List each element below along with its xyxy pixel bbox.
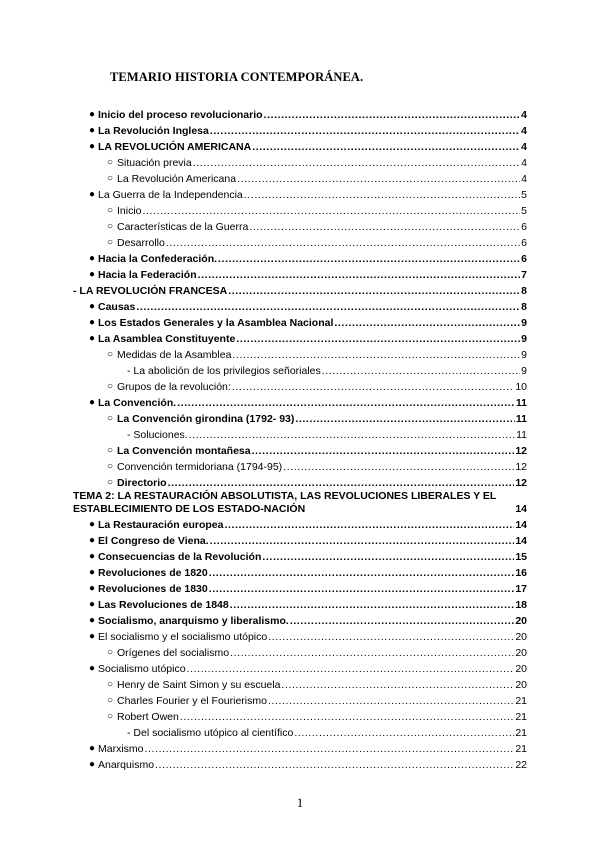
toc-entry-label: Convención termidoriana (1794-95) (117, 461, 283, 473)
dot-leader (334, 317, 520, 330)
toc-entry-page: 4 (521, 125, 527, 137)
toc-entry[interactable] (0, 612, 527, 628)
toc-entry-page: 8 (521, 301, 527, 313)
toc-entry-label: - Del socialismo utópico al científico (127, 727, 294, 739)
dot-leader (218, 253, 520, 266)
toc-entry-label: - Soluciones. (127, 429, 188, 441)
circle-bullet-icon: ○ (106, 381, 114, 392)
bullet-icon: ● (88, 109, 96, 120)
toc-entry-page: 9 (521, 317, 527, 329)
toc-entry-label: Hacia la Federación (98, 269, 197, 281)
toc-entry-page: 11 (516, 429, 527, 441)
toc-entry-label: Situación previa (117, 157, 192, 169)
toc-entry-label: La Revolución Inglesa (98, 125, 209, 137)
toc-entry[interactable] (0, 314, 527, 330)
toc-entry-label: Grupos de la revolución: (117, 381, 231, 393)
toc-entry-label: El Congreso de Viena. (98, 535, 209, 547)
toc-entry[interactable] (0, 548, 527, 564)
toc-entry[interactable] (0, 154, 527, 170)
toc-entry-page: 20 (515, 679, 527, 691)
toc-entry-label: Anarquismo (98, 759, 155, 771)
dot-leader (268, 695, 514, 708)
toc-entry-page: 20 (515, 647, 527, 659)
bullet-icon: ● (88, 397, 96, 408)
dot-leader (180, 711, 514, 724)
toc-entry-label: Directorio (117, 477, 167, 489)
dot-leader (264, 109, 521, 122)
toc-entry[interactable] (0, 628, 527, 644)
dot-leader (198, 269, 521, 282)
toc-entry-label: Henry de Saint Simon y su escuela (117, 679, 281, 691)
toc-entry-page: 9 (521, 349, 527, 361)
toc-entry[interactable] (0, 708, 527, 724)
toc-entry[interactable] (0, 740, 527, 756)
toc-entry[interactable] (0, 474, 527, 490)
circle-bullet-icon: ○ (106, 413, 114, 424)
toc-entry-page: 17 (515, 583, 527, 595)
bullet-icon: ● (88, 759, 96, 770)
toc-entry[interactable] (0, 234, 527, 250)
dot-leader (232, 381, 514, 394)
toc-entry-page: 8 (521, 285, 527, 297)
toc-entry-page: 6 (521, 221, 527, 233)
dot-leader (230, 599, 515, 612)
toc-entry-label: - LA REVOLUCIÓN FRANCESA (73, 285, 228, 297)
toc-entry-page: 11 (515, 413, 527, 425)
toc-entry-page: 12 (515, 461, 527, 473)
toc-entry-page: 21 (515, 695, 527, 707)
toc-entry-label: La Revolución Americana (117, 173, 237, 185)
circle-bullet-icon: ○ (106, 237, 114, 248)
dot-leader (210, 535, 515, 548)
toc-entry-page: 5 (521, 205, 527, 217)
dot-leader (252, 141, 520, 154)
toc-entry[interactable] (0, 346, 527, 362)
toc-entry-page: 14 (515, 535, 527, 547)
toc-entry-page: 10 (515, 381, 527, 393)
toc-entry-page: 4 (521, 173, 527, 185)
bullet-icon: ● (88, 583, 96, 594)
toc-entry[interactable] (0, 596, 527, 612)
toc-entry-page: 12 (515, 477, 527, 489)
toc-entry-page: 6 (521, 253, 527, 265)
toc-entry-page: 20 (515, 663, 527, 675)
toc-entry-page: 9 (521, 365, 527, 377)
circle-bullet-icon: ○ (106, 711, 114, 722)
toc-entry-page: 16 (515, 567, 527, 579)
toc-entry[interactable] (0, 410, 527, 426)
dot-leader (143, 205, 521, 218)
bullet-icon: ● (88, 189, 96, 200)
bullet-icon: ● (88, 631, 96, 642)
toc-entry[interactable] (0, 564, 527, 580)
toc-entry[interactable] (0, 330, 527, 346)
dot-leader (322, 365, 520, 378)
toc-entry-label: Los Estados Generales y la Asamblea Nacional (98, 317, 334, 329)
toc-entry-label: Revoluciones de 1830 (98, 583, 208, 595)
toc-entry[interactable] (0, 378, 527, 394)
toc-entry[interactable] (0, 170, 527, 186)
bullet-icon: ● (88, 663, 96, 674)
bullet-icon: ● (88, 125, 96, 136)
toc-entry-label: Desarrollo (117, 237, 165, 249)
toc-entry-page: 9 (521, 333, 527, 345)
toc-entry-label: Causas (98, 301, 136, 313)
dot-leader (187, 663, 515, 676)
toc-entry-page: 20 (515, 615, 527, 627)
toc-entry[interactable] (0, 756, 527, 772)
toc-entry-page: 4 (521, 141, 527, 153)
toc-entry[interactable] (0, 644, 527, 660)
toc-entry[interactable] (0, 580, 527, 596)
toc-entry-label: Inicio del proceso revolucionario (98, 109, 263, 121)
toc-entry-label: Las Revoluciones de 1848 (98, 599, 229, 611)
toc-entry-page: 4 (521, 157, 527, 169)
toc-entry-label: Revoluciones de 1820 (98, 567, 208, 579)
dot-leader (294, 727, 514, 740)
dot-leader (295, 413, 515, 426)
toc-entry[interactable] (0, 660, 527, 676)
toc-entry-page: 6 (521, 237, 527, 249)
page-title: TEMARIO HISTORIA CONTEMPORÁNEA. (110, 70, 364, 84)
toc-entry[interactable] (0, 442, 527, 458)
toc-entry-label: Inicio (117, 205, 142, 217)
toc-entry-label: La Asamblea Constituyente (98, 333, 236, 345)
toc-entry-label: El socialismo y el socialismo utópico (98, 631, 268, 643)
bullet-icon: ● (88, 599, 96, 610)
bullet-icon: ● (88, 253, 96, 264)
toc-entry[interactable] (0, 394, 527, 410)
toc-entry[interactable] (0, 676, 527, 692)
table-of-contents (0, 106, 600, 772)
circle-bullet-icon: ○ (106, 173, 114, 184)
bullet-icon: ● (88, 141, 96, 152)
bullet-icon: ● (88, 535, 96, 546)
toc-entry-page: 14 (515, 519, 527, 531)
circle-bullet-icon: ○ (106, 205, 114, 216)
circle-bullet-icon: ○ (106, 461, 114, 472)
dot-leader (155, 759, 514, 772)
bullet-icon: ● (88, 317, 96, 328)
toc-entry-page: 22 (515, 759, 527, 771)
toc-entry[interactable] (0, 458, 527, 474)
toc-entry[interactable] (0, 186, 527, 202)
dot-leader (136, 301, 520, 314)
toc-entry-page: 15 (515, 551, 527, 563)
dot-leader (193, 157, 520, 170)
toc-entry-page: 4 (521, 109, 527, 121)
toc-entry-label: Socialismo, anarquismo y liberalismo. (98, 615, 289, 627)
page-number: 1 (296, 795, 304, 810)
toc-entry[interactable] (0, 106, 527, 122)
bullet-icon: ● (88, 301, 96, 312)
dot-leader (228, 285, 520, 298)
toc-entry[interactable] (0, 218, 527, 234)
toc-entry[interactable] (0, 282, 527, 298)
circle-bullet-icon: ○ (106, 221, 114, 232)
toc-entry-label: Características de la Guerra (117, 221, 249, 233)
dot-leader (262, 551, 514, 564)
toc-entry-page: 11 (515, 397, 527, 409)
toc-entry-label: Socialismo utópico (98, 663, 186, 675)
toc-entry-label: - La abolición de los privilegios señoriales (127, 365, 321, 377)
dot-leader (177, 397, 515, 410)
toc-entry-page: 5 (521, 189, 527, 201)
dot-leader (209, 567, 515, 580)
dot-leader (237, 173, 520, 186)
dot-leader (252, 445, 515, 458)
bullet-icon: ● (88, 519, 96, 530)
toc-entry[interactable] (0, 426, 527, 442)
circle-bullet-icon: ○ (106, 695, 114, 706)
toc-entry-page: 14 (515, 503, 527, 515)
toc-entry[interactable] (0, 250, 527, 266)
bullet-icon: ● (88, 567, 96, 578)
toc-entry-label: La Convención. (98, 397, 177, 409)
toc-entry-label: Orígenes del socialismo (117, 647, 230, 659)
toc-entry[interactable] (0, 532, 527, 548)
dot-leader (168, 477, 515, 490)
circle-bullet-icon: ○ (106, 477, 114, 488)
dot-leader (283, 461, 514, 474)
dot-leader (210, 125, 520, 138)
dot-leader (224, 519, 514, 532)
toc-entry-label: La Convención montañesa (117, 445, 251, 457)
circle-bullet-icon: ○ (106, 445, 114, 456)
toc-entry[interactable] (0, 122, 527, 138)
toc-entry-label: Hacia la Confederación. (98, 253, 218, 265)
dot-leader (166, 237, 520, 250)
dot-leader (281, 679, 514, 692)
toc-entry-page: 7 (521, 269, 527, 281)
toc-entry[interactable] (0, 266, 527, 282)
toc-entry-page: 18 (515, 599, 527, 611)
toc-entry-label: TEMA 2: LA RESTAURACIÓN ABSOLUTISTA, LAS REVOLUCIONES LIBERALES Y EL ESTABLECIMIENTO DE LOS ESTADO-NACIÓN (73, 490, 497, 515)
toc-entry-label: LA REVOLUCIÓN AMERICANA (98, 141, 252, 153)
dot-leader (290, 615, 514, 628)
circle-bullet-icon: ○ (106, 679, 114, 690)
dot-leader (230, 647, 514, 660)
toc-entry[interactable] (0, 490, 527, 516)
toc-entry-page: 12 (515, 445, 527, 457)
dot-leader (236, 333, 520, 346)
circle-bullet-icon: ○ (106, 349, 114, 360)
dot-leader (145, 743, 515, 756)
toc-entry[interactable] (0, 362, 527, 378)
dot-leader (249, 221, 520, 234)
bullet-icon: ● (88, 269, 96, 280)
dot-leader (244, 189, 520, 202)
toc-entry-label: La Convención girondina (1792- 93) (117, 413, 295, 425)
dot-leader (189, 429, 515, 442)
dot-leader (209, 583, 515, 596)
bullet-icon: ● (88, 615, 96, 626)
dot-leader (268, 631, 514, 644)
dot-leader (232, 349, 520, 362)
toc-entry-page: 21 (515, 727, 527, 739)
circle-bullet-icon: ○ (106, 157, 114, 168)
toc-entry-page: 20 (515, 631, 527, 643)
toc-entry-page: 21 (515, 711, 527, 723)
toc-entry[interactable] (0, 724, 527, 740)
toc-entry-label: Medidas de la Asamblea (117, 349, 232, 361)
toc-entry[interactable] (0, 202, 527, 218)
bullet-icon: ● (88, 551, 96, 562)
toc-entry-label: Consecuencias de la Revolución (98, 551, 262, 563)
toc-entry-label: La Guerra de la Independencia (98, 189, 243, 201)
toc-entry[interactable] (0, 692, 527, 708)
circle-bullet-icon: ○ (106, 647, 114, 658)
toc-entry-page: 21 (515, 743, 527, 755)
toc-entry-label: Marxismo (98, 743, 144, 755)
toc-entry[interactable] (0, 138, 527, 154)
bullet-icon: ● (88, 333, 96, 344)
toc-entry[interactable] (0, 516, 527, 532)
bullet-icon: ● (88, 743, 96, 754)
toc-entry-label: Robert Owen (117, 711, 179, 723)
toc-entry-label: Charles Fourier y el Fourierismo (117, 695, 267, 707)
toc-entry[interactable] (0, 298, 527, 314)
toc-entry-label: La Restauración europea (98, 519, 224, 531)
